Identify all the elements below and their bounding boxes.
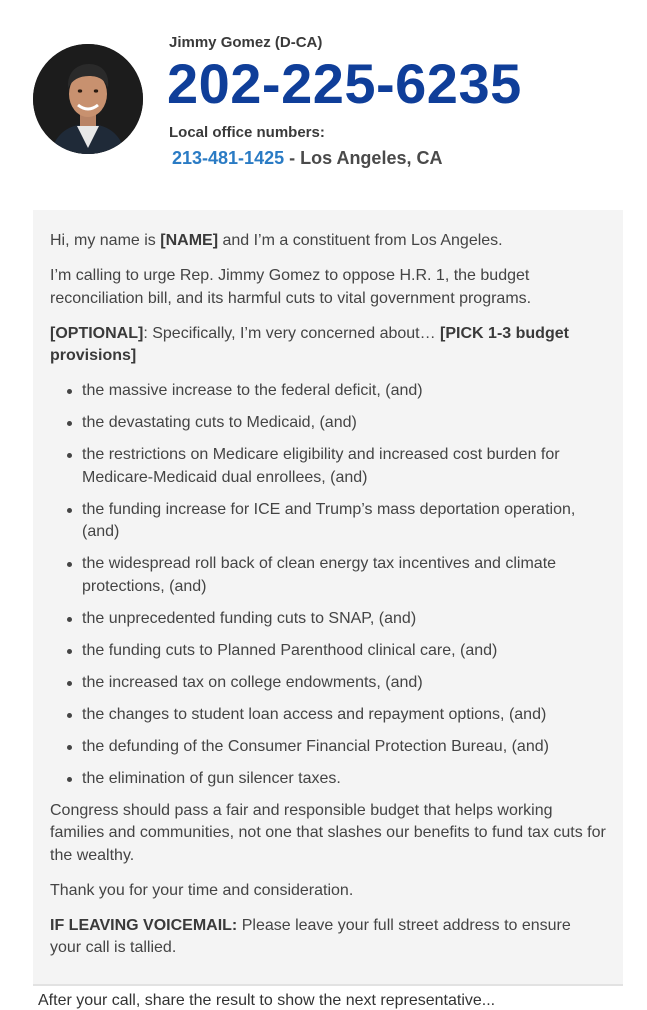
local-city: - Los Angeles, CA [284,148,443,168]
footer-text: After your call, share the result to show the next representative... [38,992,496,1009]
script-intro [50,230,606,253]
voicemail-text: Please leave your full street address to ensure your call is tallied. [50,916,571,956]
list-item: the defunding of the Consumer Financial Protection Bureau, (and) [50,736,606,759]
script-voicemail [50,915,606,960]
list-item: the unprecedented funding cuts to SNAP, (and) [50,608,606,631]
list-item: the restrictions on Medicare eligibility and increased cost burden for Medicare-Medicaid dual enrollees, (and) [50,444,606,489]
optional-text: : Specifically, I’m very concerned about… [143,324,441,342]
rep-header [0,0,647,210]
local-phone-link[interactable]: 213-481-1425 [172,148,285,168]
call-script [33,210,623,985]
list-item: the increased tax on college endowments, (and) [50,672,606,695]
local-office-row [172,148,442,169]
list-item: the changes to student loan access and repayment options, (and) [50,704,606,727]
list-item: the widespread roll back of clean energy tax incentives and climate protections, (and) [50,553,606,598]
local-office-label: Local office numbers: [169,124,325,141]
voicemail-tag: IF LEAVING VOICEMAIL: [50,916,238,934]
person-portrait-icon [33,44,143,154]
list-item: the elimination of gun silencer taxes. [50,768,606,791]
divider [33,984,623,986]
script-closing: Congress should pass a fair and responsible budget that helps working families and communities, not one that slashes our benefits to fund tax cuts for the wealthy. [50,801,606,864]
main-phone-link[interactable]: 202-225-6235 [167,52,522,115]
list-item: the funding cuts to Planned Parenthood clinical care, (and) [50,640,606,663]
list-item: the funding increase for ICE and Trump’s mass deportation operation, (and) [50,499,606,544]
provisions-list [50,380,606,790]
pick-tag: [PICK 1-3 budget provisions] [50,324,569,364]
optional-tag: [OPTIONAL] [50,324,144,342]
list-item: the massive increase to the federal deficit, (and) [50,380,606,403]
rep-avatar [33,44,143,154]
script-thanks: Thank you for your time and consideration. [50,881,354,899]
intro-text: Hi, my name is [50,232,161,249]
name-placeholder: [NAME] [160,232,219,249]
rep-name: Jimmy Gomez (D-CA) [169,34,323,51]
intro-text-end: and I’m a constituent from Los Angeles. [218,232,503,249]
script-optional [50,323,606,368]
script-ask: I’m calling to urge Rep. Jimmy Gomez to oppose H.R. 1, the budget reconciliation bill, and its harmful cuts to vital government programs. [50,267,532,307]
list-item: the devastating cuts to Medicaid, (and) [50,412,606,435]
